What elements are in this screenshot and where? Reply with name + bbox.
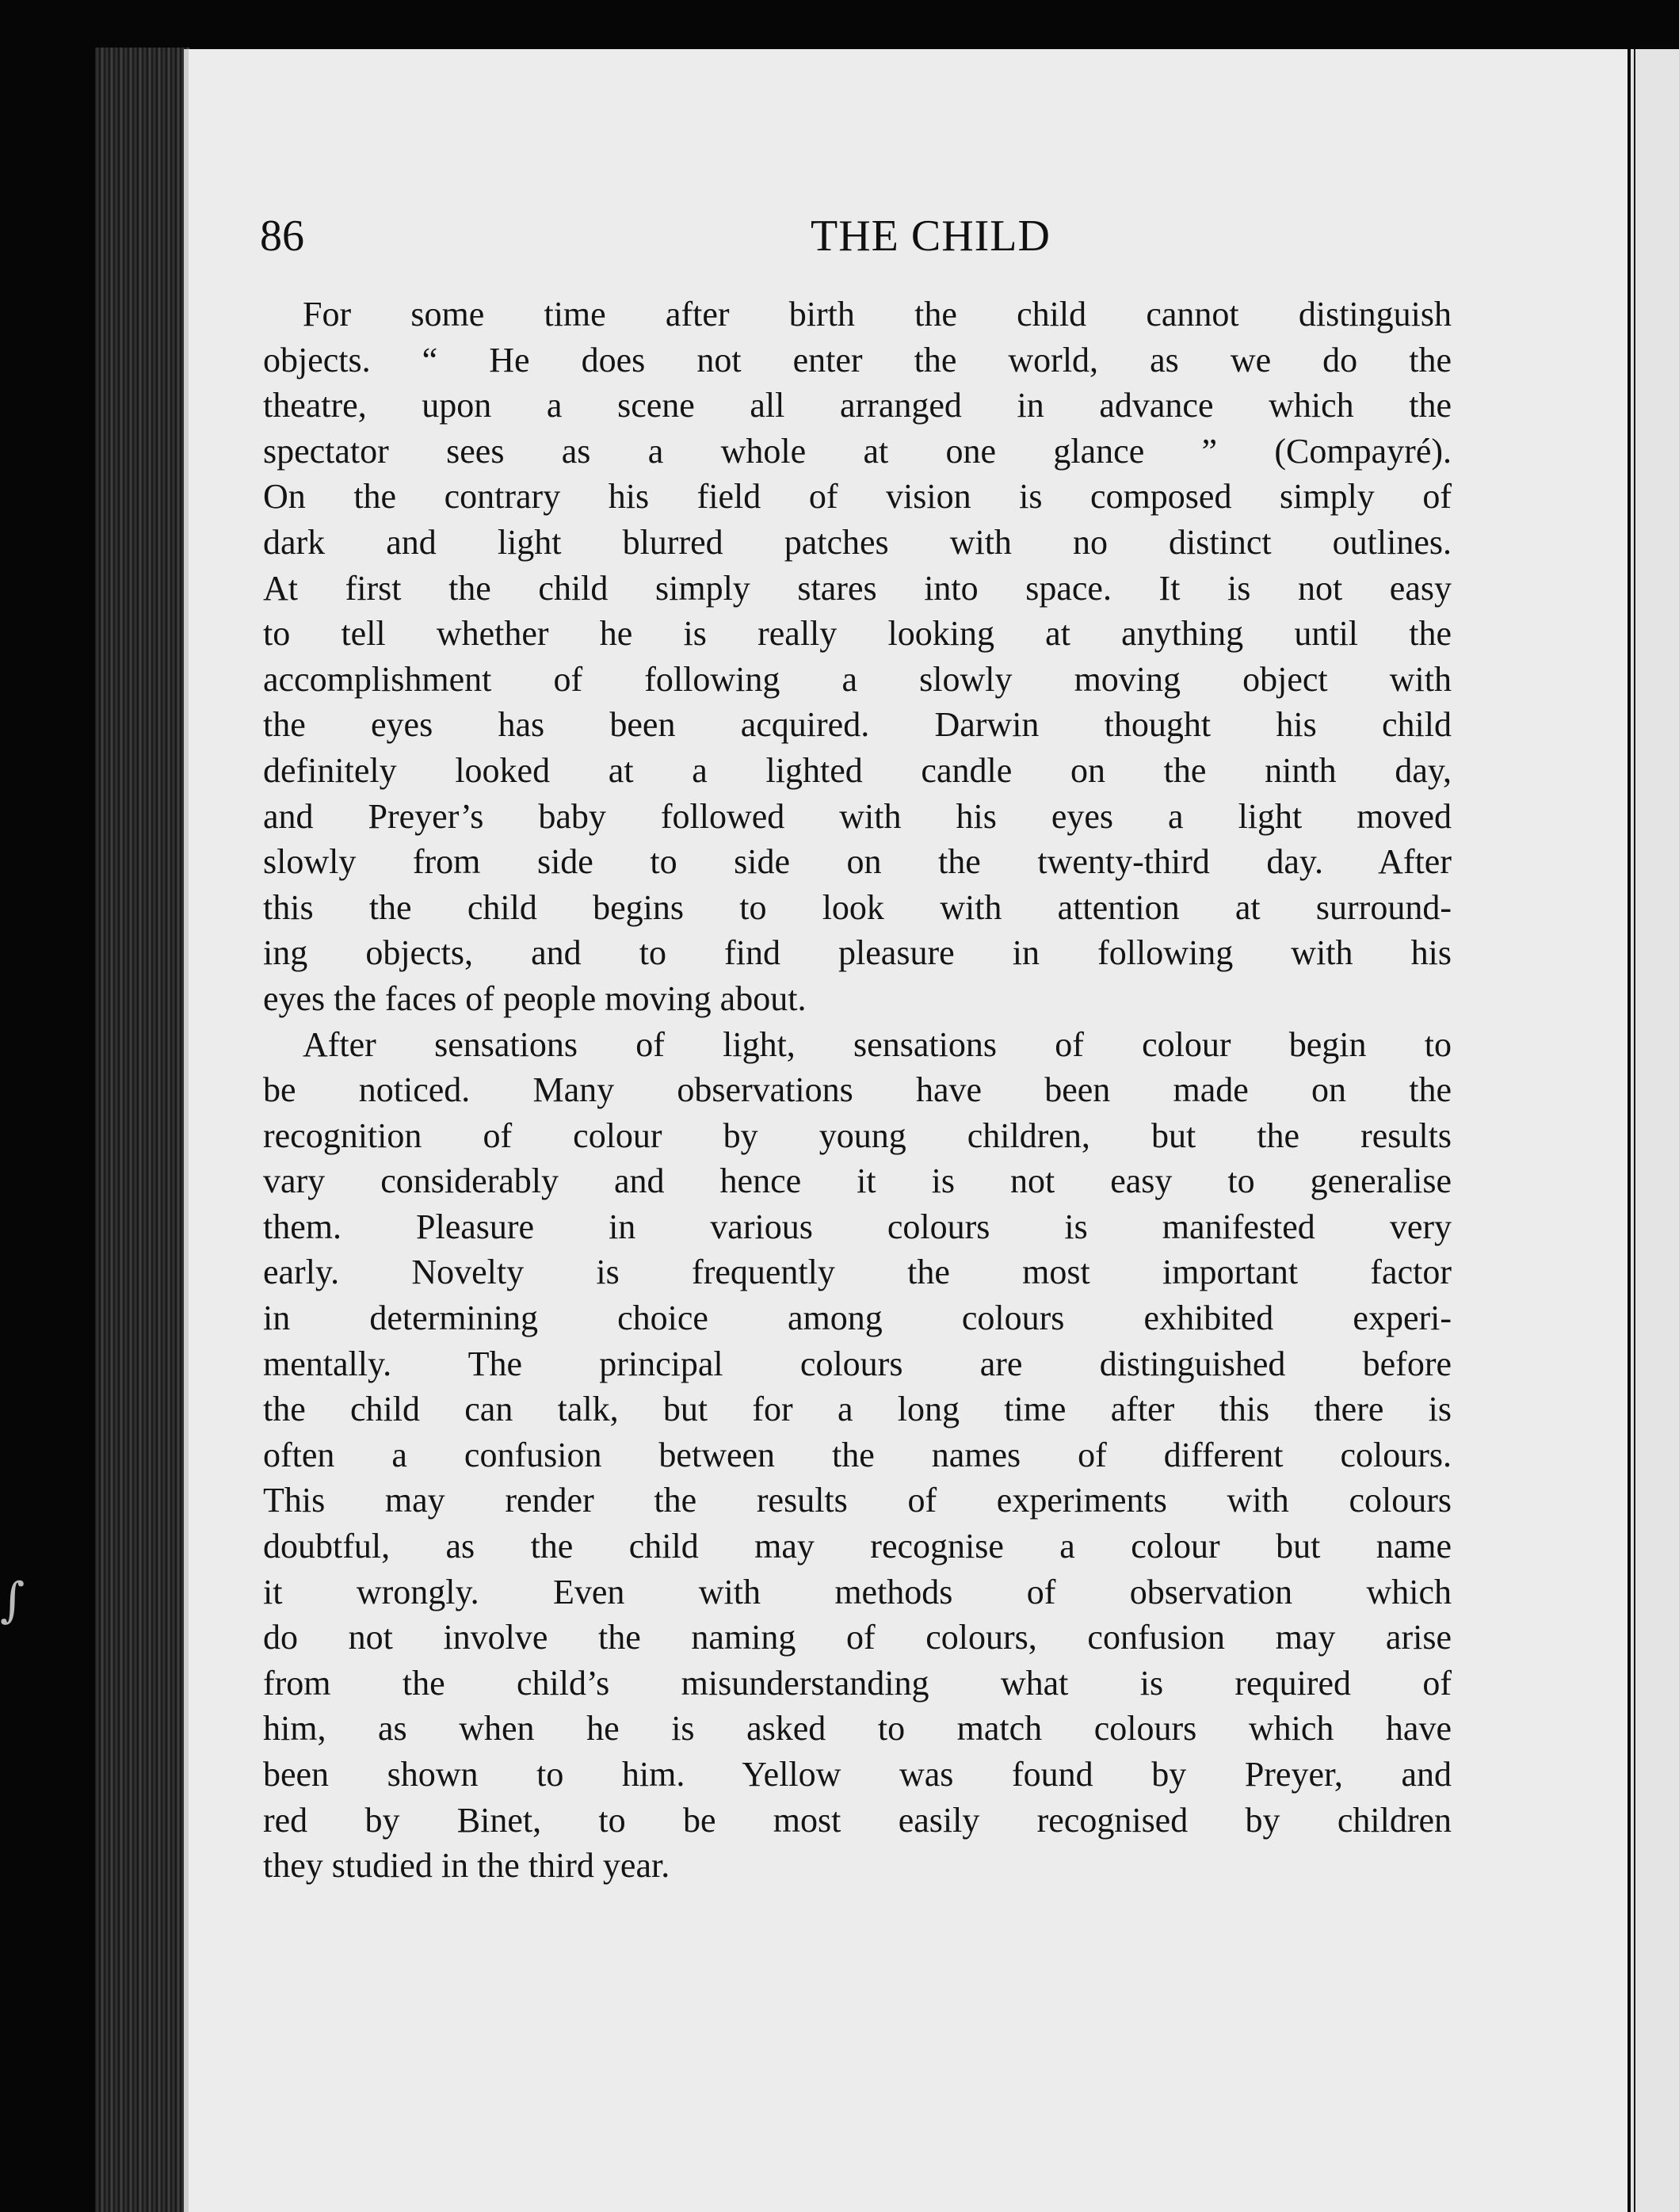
text-line: to tell whether he is really looking at anything until the (263, 614, 1452, 654)
text-line: them. Pleasure in various colours is manifested very (263, 1207, 1452, 1246)
text-line: mentally. The principal colours are distinguished before (263, 1344, 1452, 1383)
text-line: accomplishment of following a slowly moving object with (263, 659, 1452, 699)
text-line: After sensations of light, sensations of colour begin to (303, 1024, 1452, 1064)
text-line: doubtful, as the child may recognise a colour but name (263, 1527, 1452, 1566)
text-line: this the child begins to look with attention at surround- (263, 887, 1452, 927)
text-line: slowly from side to side on the twenty-third day. After (263, 842, 1452, 882)
text-line: do not involve the naming of colours, confusion may arise (263, 1618, 1452, 1657)
text-line: him, as when he is asked to match colours which have (263, 1709, 1452, 1749)
text-line: At first the child simply stares into space. It is not easy (263, 568, 1452, 608)
paragraph-2 (263, 1022, 1452, 1889)
margin-mark: ∫ (0, 1573, 25, 1628)
text-line: spectator sees as a whole at one glance ” (Compayré). (263, 431, 1452, 471)
paragraph-1 (263, 292, 1452, 1022)
text-line: For some time after birth the child cannot distinguish (303, 295, 1452, 334)
page-number: 86 (260, 212, 304, 261)
text-line: often a confusion between the names of different colours. (263, 1435, 1452, 1474)
text-line: ing objects, and to find pleasure in following with his (263, 933, 1452, 973)
text-line: On the contrary his field of vision is composed simply of (263, 477, 1452, 517)
text-line: in determining choice among colours exhibited experi- (263, 1299, 1452, 1338)
text-line: dark and light blurred patches with no distinct outlines. (263, 522, 1452, 562)
adjacent-page-edge (1627, 49, 1679, 2212)
page-header (260, 204, 1448, 268)
text-line: definitely looked at a lighted candle on the ninth day, (263, 750, 1452, 790)
text-line: theatre, upon a scene all arranged in advance which the (263, 386, 1452, 425)
text-line: red by Binet, to be most easily recognised by children (263, 1800, 1452, 1840)
text-line: be noticed. Many observations have been made on the (263, 1070, 1452, 1110)
text-line: from the child’s misunderstanding what is required of (263, 1663, 1452, 1703)
text-line: This may render the results of experiments with colours (263, 1481, 1452, 1520)
text-line: recognition of colour by young children, but the results (263, 1116, 1452, 1155)
text-line: the eyes has been acquired. Darwin thought his child (263, 705, 1452, 745)
text-line: they studied in the third year. (263, 1846, 670, 1886)
running-head: THE CHILD (811, 212, 1051, 261)
text-line: and Preyer’s baby followed with his eyes a light moved (263, 796, 1452, 836)
text-line: objects. “ He does not enter the world, as we do the (263, 340, 1452, 379)
book-binding-edge (95, 48, 190, 2212)
text-line: eyes the faces of people moving about. (263, 978, 807, 1018)
text-line: early. Novelty is frequently the most important factor (263, 1253, 1452, 1292)
text-line: it wrongly. Even with methods of observation which (263, 1572, 1452, 1611)
text-line: the child can talk, but for a long time after this there is (263, 1390, 1452, 1429)
body-text (263, 292, 1452, 1889)
text-line: vary considerably and hence it is not easy to generalise (263, 1161, 1452, 1201)
text-line: been shown to him. Yellow was found by Preyer, and (263, 1755, 1452, 1794)
